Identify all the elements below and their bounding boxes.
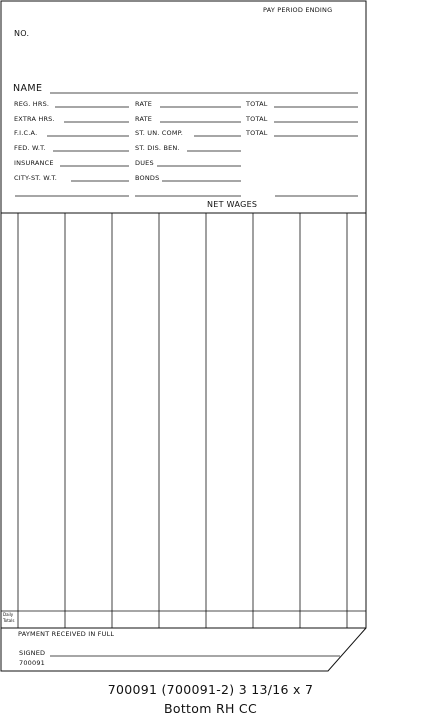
daily-totals-label-2: Totals	[3, 618, 15, 623]
fica-label: F.I.C.A.	[14, 129, 38, 137]
insurance-label: INSURANCE	[14, 159, 54, 167]
st-un-comp-label: ST. UN. COMP.	[135, 129, 184, 137]
daily-totals-label-1: Daily	[3, 612, 14, 617]
signed-label: SIGNED	[19, 649, 46, 657]
city-st-wt-label: CITY-ST. W.T.	[14, 174, 58, 182]
rate-label-1: RATE	[135, 100, 153, 108]
st-dis-ben-label: ST. DIS. BEN.	[135, 144, 180, 152]
total-label-3: TOTAL	[246, 129, 268, 137]
net-wages-label: NET WAGES	[207, 200, 258, 209]
name-label: NAME	[13, 83, 43, 94]
payment-received-label: PAYMENT RECEIVED IN FULL	[18, 630, 115, 638]
row-lines	[15, 107, 358, 196]
form-number-label: 700091	[19, 659, 46, 667]
extra-hrs-label: EXTRA HRS.	[14, 115, 55, 123]
card-outline	[1, 1, 366, 671]
total-label-1: TOTAL	[246, 100, 268, 108]
rate-label-2: RATE	[135, 115, 153, 123]
fed-wt-label: FED. W.T.	[14, 144, 46, 152]
pay-period-ending-label: PAY PERIOD ENDING	[263, 6, 333, 14]
number-label: NO.	[14, 29, 30, 38]
bonds-label: BONDS	[135, 174, 160, 182]
total-label-2: TOTAL	[246, 115, 268, 123]
caption-line-2: Bottom RH CC	[164, 701, 257, 716]
grid-columns	[18, 213, 347, 628]
caption-line-1: 700091 (700091-2) 3 13/16 x 7	[107, 682, 314, 697]
dues-label: DUES	[135, 159, 154, 167]
reg-hrs-label: REG. HRS.	[14, 100, 50, 108]
